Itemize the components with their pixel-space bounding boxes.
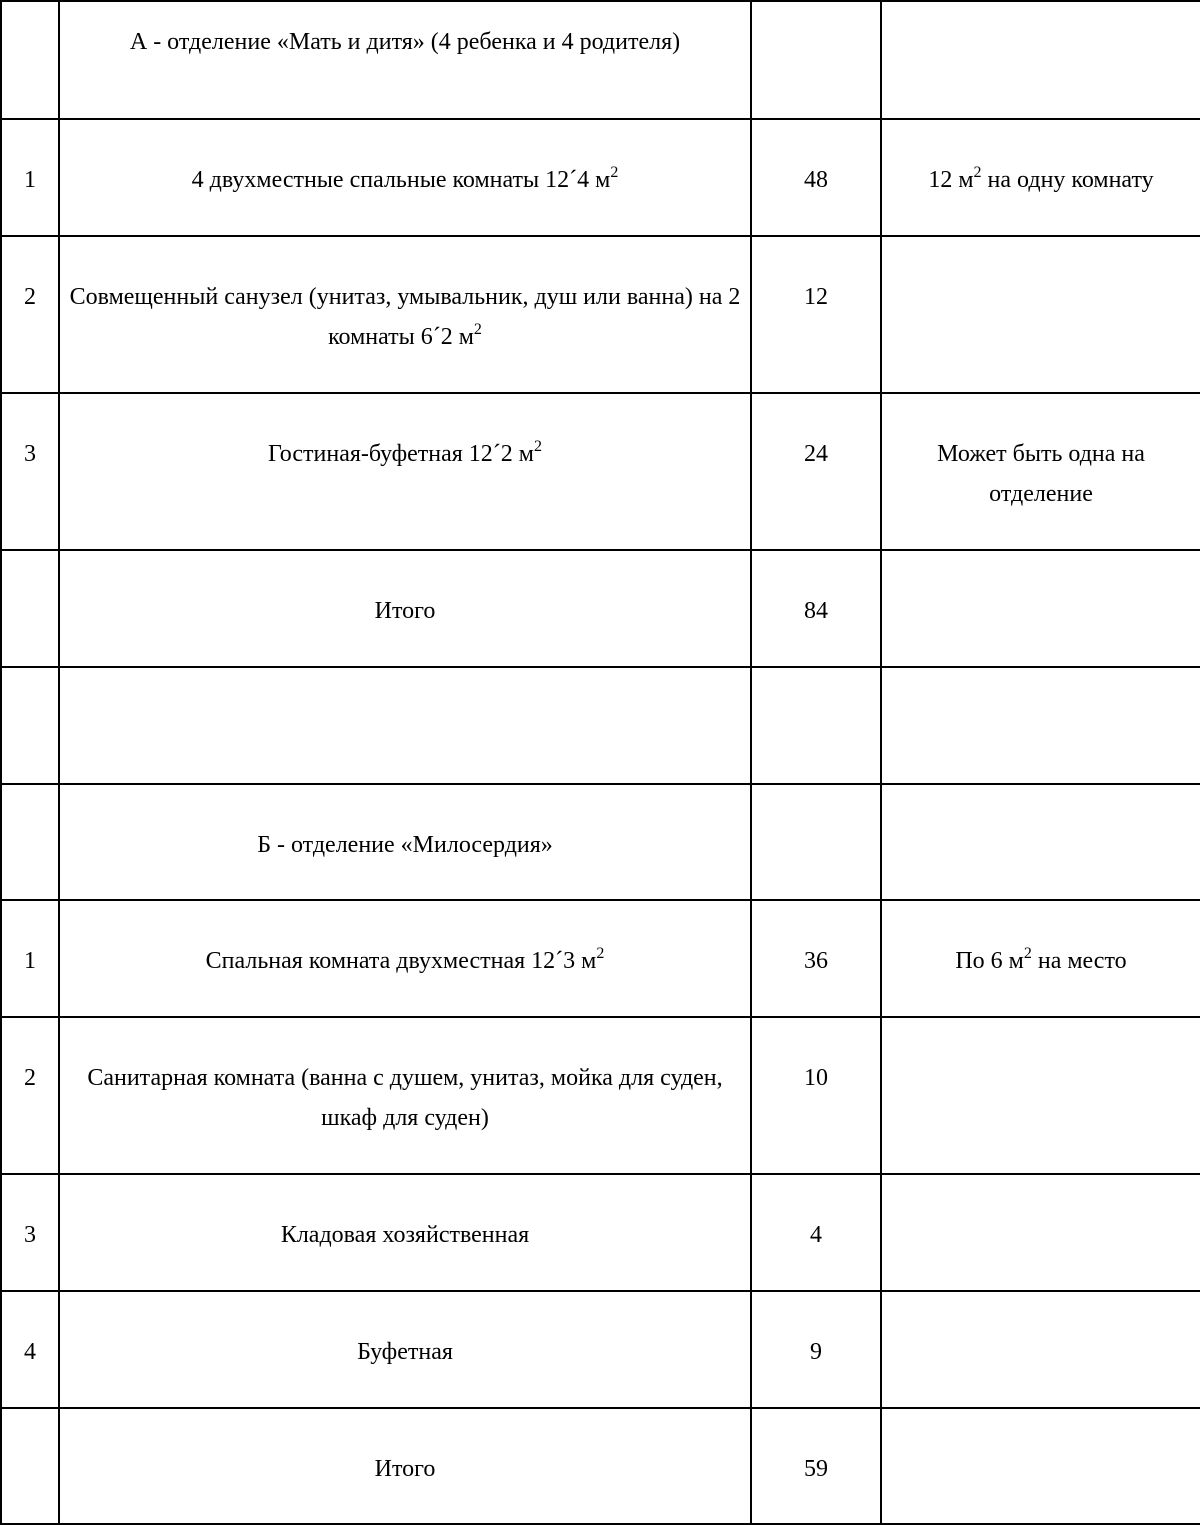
room-note (881, 900, 1200, 1017)
room-note (881, 1017, 1200, 1174)
row-number (1, 550, 59, 667)
table-row (1, 900, 1200, 1017)
room-note-text: Может быть одна на отделение (937, 441, 1145, 507)
room-area: 24 (751, 393, 881, 550)
room-note (881, 784, 1200, 900)
room-name (59, 667, 751, 784)
table-row (1, 550, 1200, 667)
room-name-text: Итого (374, 1456, 436, 1482)
row-number (1, 784, 59, 900)
row-number: 1 (1, 119, 59, 236)
room-area: 84 (751, 550, 881, 667)
table-row (1, 667, 1200, 784)
room-area: 48 (751, 119, 881, 236)
table-row (1, 393, 1200, 550)
room-note (881, 667, 1200, 784)
room-name (59, 1017, 751, 1174)
room-name (59, 550, 751, 667)
row-number: 4 (1, 1291, 59, 1408)
table-row (1, 1408, 1200, 1524)
room-name-text: Буфетная (357, 1339, 453, 1365)
room-name (59, 900, 751, 1017)
room-name-text: Итого (374, 598, 436, 624)
room-name-text: Гостиная-буфетная 12´2 м (268, 441, 534, 467)
room-note (881, 236, 1200, 393)
room-area: 10 (751, 1017, 881, 1174)
table-row (1, 1, 1200, 119)
room-name-sup: 2 (473, 321, 482, 338)
room-note (881, 1, 1200, 119)
room-area: 4 (751, 1174, 881, 1291)
room-name-text: Спальная комната двухместная 12´3 м (205, 948, 597, 974)
room-name-text: А - отделение «Мать и дитя» (4 ребенка и 4 родителя) (129, 29, 681, 55)
room-name (59, 1174, 751, 1291)
room-name-text: Б - отделение «Милосердия» (257, 832, 553, 858)
room-note (881, 393, 1200, 550)
row-number: 2 (1, 1017, 59, 1174)
room-name (59, 1408, 751, 1524)
room-note (881, 1408, 1200, 1524)
row-number (1, 1408, 59, 1524)
room-note-suffix: на одну комнату (981, 167, 1154, 193)
room-note-sup: 2 (1023, 945, 1032, 962)
table-row (1, 784, 1200, 900)
room-note-text: 12 м (928, 167, 974, 193)
room-name (59, 784, 751, 900)
room-name-sup: 2 (596, 945, 605, 962)
room-area (751, 667, 881, 784)
row-number: 2 (1, 236, 59, 393)
room-area (751, 784, 881, 900)
table-row (1, 1017, 1200, 1174)
room-name (59, 393, 751, 550)
room-note-text: По 6 м (955, 948, 1024, 974)
table-row (1, 236, 1200, 393)
table-row (1, 119, 1200, 236)
room-note (881, 119, 1200, 236)
room-area: 9 (751, 1291, 881, 1408)
room-area: 36 (751, 900, 881, 1017)
room-name (59, 236, 751, 393)
room-name-text: 4 двухместные спальные комнаты 12´4 м (191, 167, 611, 193)
room-name-text: Санитарная комната (ванна с душем, унитаз, мойка для суден, шкаф для суден) (87, 1065, 723, 1131)
row-number (1, 667, 59, 784)
row-number: 1 (1, 900, 59, 1017)
row-number (1, 1, 59, 119)
table-row (1, 1174, 1200, 1291)
table-row (1, 1291, 1200, 1408)
room-name (59, 1291, 751, 1408)
room-name (59, 119, 751, 236)
room-note-sup: 2 (973, 164, 982, 181)
room-area: 12 (751, 236, 881, 393)
room-note (881, 1174, 1200, 1291)
room-area: 59 (751, 1408, 881, 1524)
room-note-suffix: на место (1031, 948, 1127, 974)
room-name-sup: 2 (610, 164, 619, 181)
room-name-text: Кладовая хозяйственная (280, 1222, 530, 1248)
room-name (59, 1, 751, 119)
room-area (751, 1, 881, 119)
row-number: 3 (1, 393, 59, 550)
room-note (881, 1291, 1200, 1408)
room-name-text: Совмещенный санузел (унитаз, умывальник, душ или ванна) на 2 комнаты 6´2 м (69, 284, 741, 350)
row-number: 3 (1, 1174, 59, 1291)
room-name-sup: 2 (533, 438, 542, 455)
room-note (881, 550, 1200, 667)
